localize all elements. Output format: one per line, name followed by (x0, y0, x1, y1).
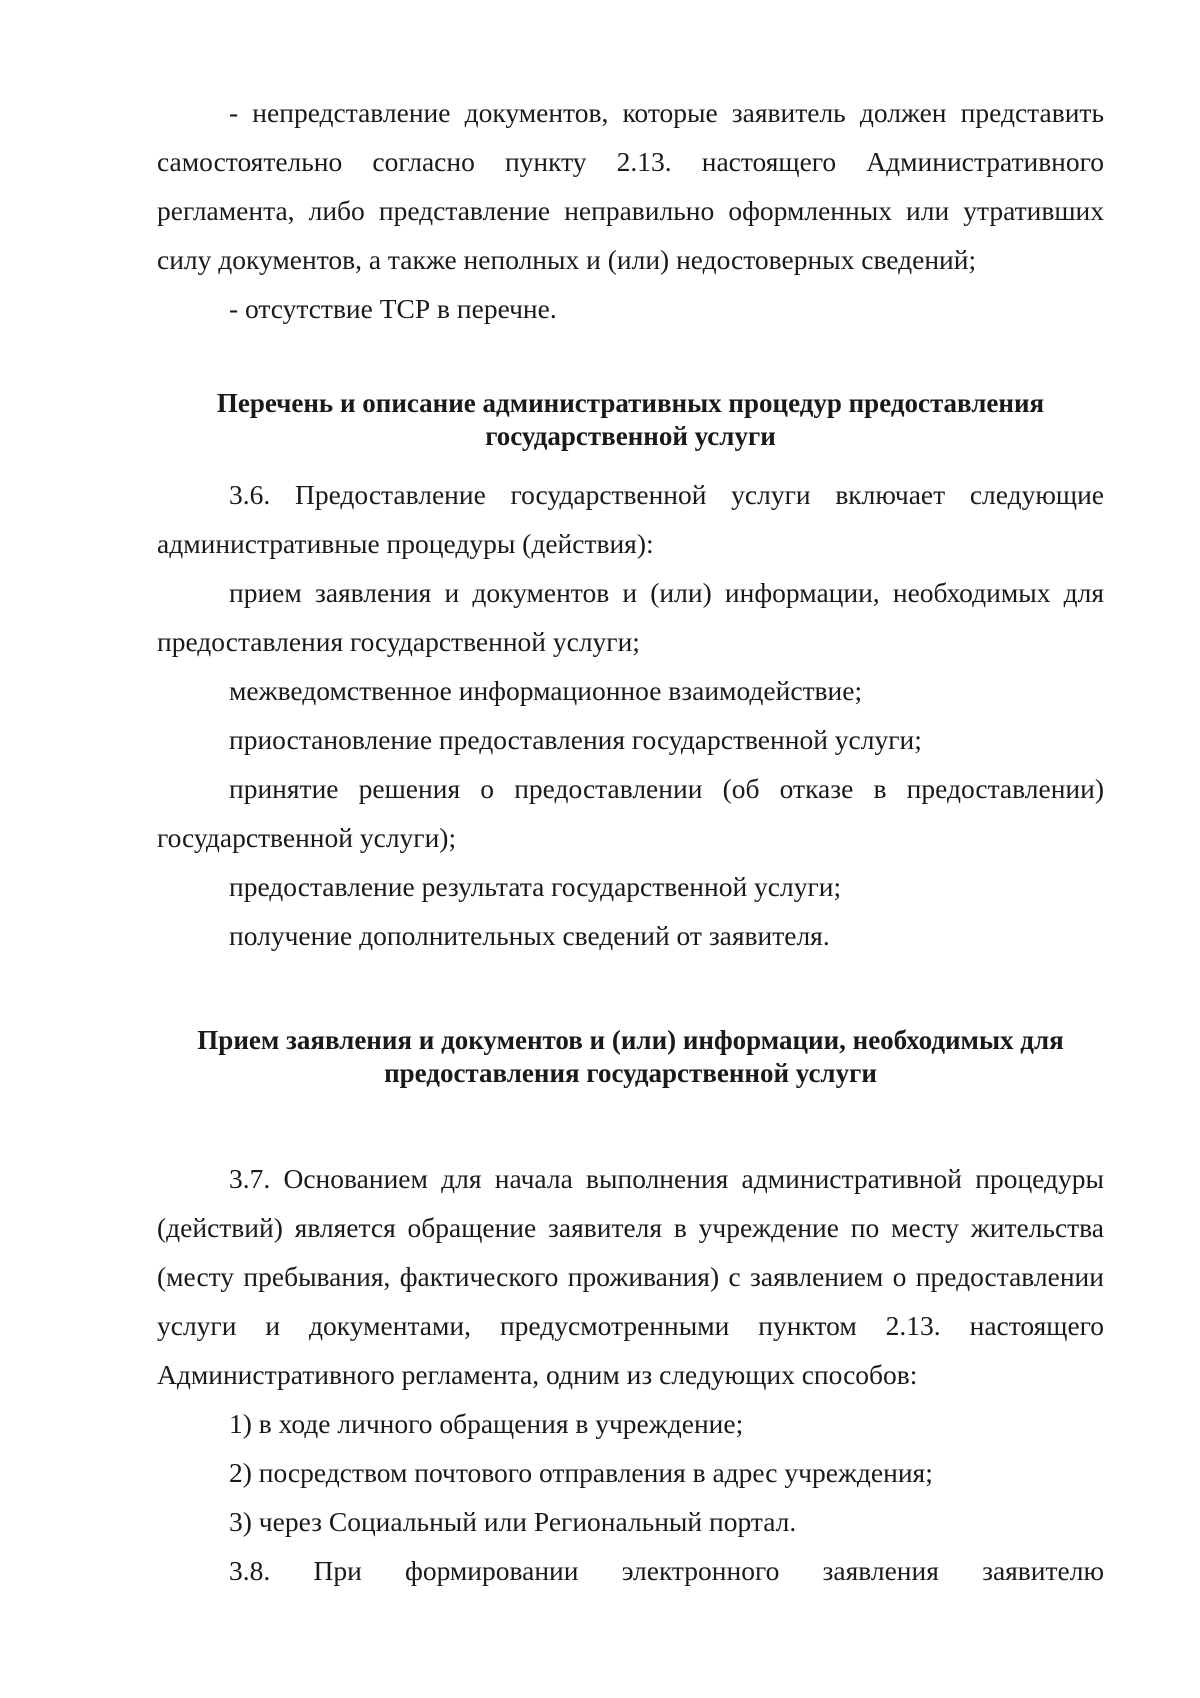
paragraph-tsr-absence: - отсутствие ТСР в перечне. (229, 293, 557, 324)
paragraph-3-8: 3.8. При формировании электронного заявления заявителю (229, 1555, 1104, 1586)
spacer (157, 333, 1104, 387)
spacer (157, 960, 1104, 1024)
paragraph-non-submission: - непредставление документов, которые заявитель должен представить самостоятельно согласно пункту 2.13. настоящего Административного регламента, либо представление неправильно оформленных или утративших силу документов, а также неполных и (или) недостоверных сведений; (157, 97, 1104, 275)
paragraph-3-7: 3.7. Основанием для начала выполнения административной процедуры (действий) является обращение заявителя в учреждение по месту жительства (месту пребывания, фактического проживания) с заявлением о предоставлении услуги и документами, предусмотренными пунктом 2.13. настоящего Административного регламента, одним из следующих способов: (157, 1163, 1104, 1390)
procedure-item: получение дополнительных сведений от заявителя. (229, 920, 830, 951)
submission-method-item: 2) посредством почтового отправления в адрес учреждения; (229, 1457, 933, 1488)
section-heading-application-receipt: Прием заявления и документов и (или) информации, необходимых для предоставления государственной услуги (197, 1025, 1064, 1088)
procedure-item: приостановление предоставления государственной услуги; (229, 724, 922, 755)
document-body (157, 88, 1104, 1595)
submission-method-item: 1) в ходе личного обращения в учреждение; (229, 1408, 744, 1439)
procedure-item: межведомственное информационное взаимодействие; (229, 675, 863, 706)
procedure-item: принятие решения о предоставлении (об отказе в предоставлении) государственной услуги); (157, 773, 1104, 853)
submission-method-item: 3) через Социальный или Региональный портал. (229, 1506, 797, 1537)
spacer (157, 453, 1104, 470)
procedure-item: предоставление результата государственной услуги; (229, 871, 842, 902)
procedure-item: прием заявления и документов и (или) информации, необходимых для предоставления государственной услуги; (157, 577, 1104, 657)
paragraph-3-6: 3.6. Предоставление государственной услуги включает следующие административные процедуры (действия): (157, 479, 1104, 559)
spacer (157, 1090, 1104, 1154)
section-heading-procedures: Перечень и описание административных процедур предоставления государственной услуги (216, 388, 1045, 451)
